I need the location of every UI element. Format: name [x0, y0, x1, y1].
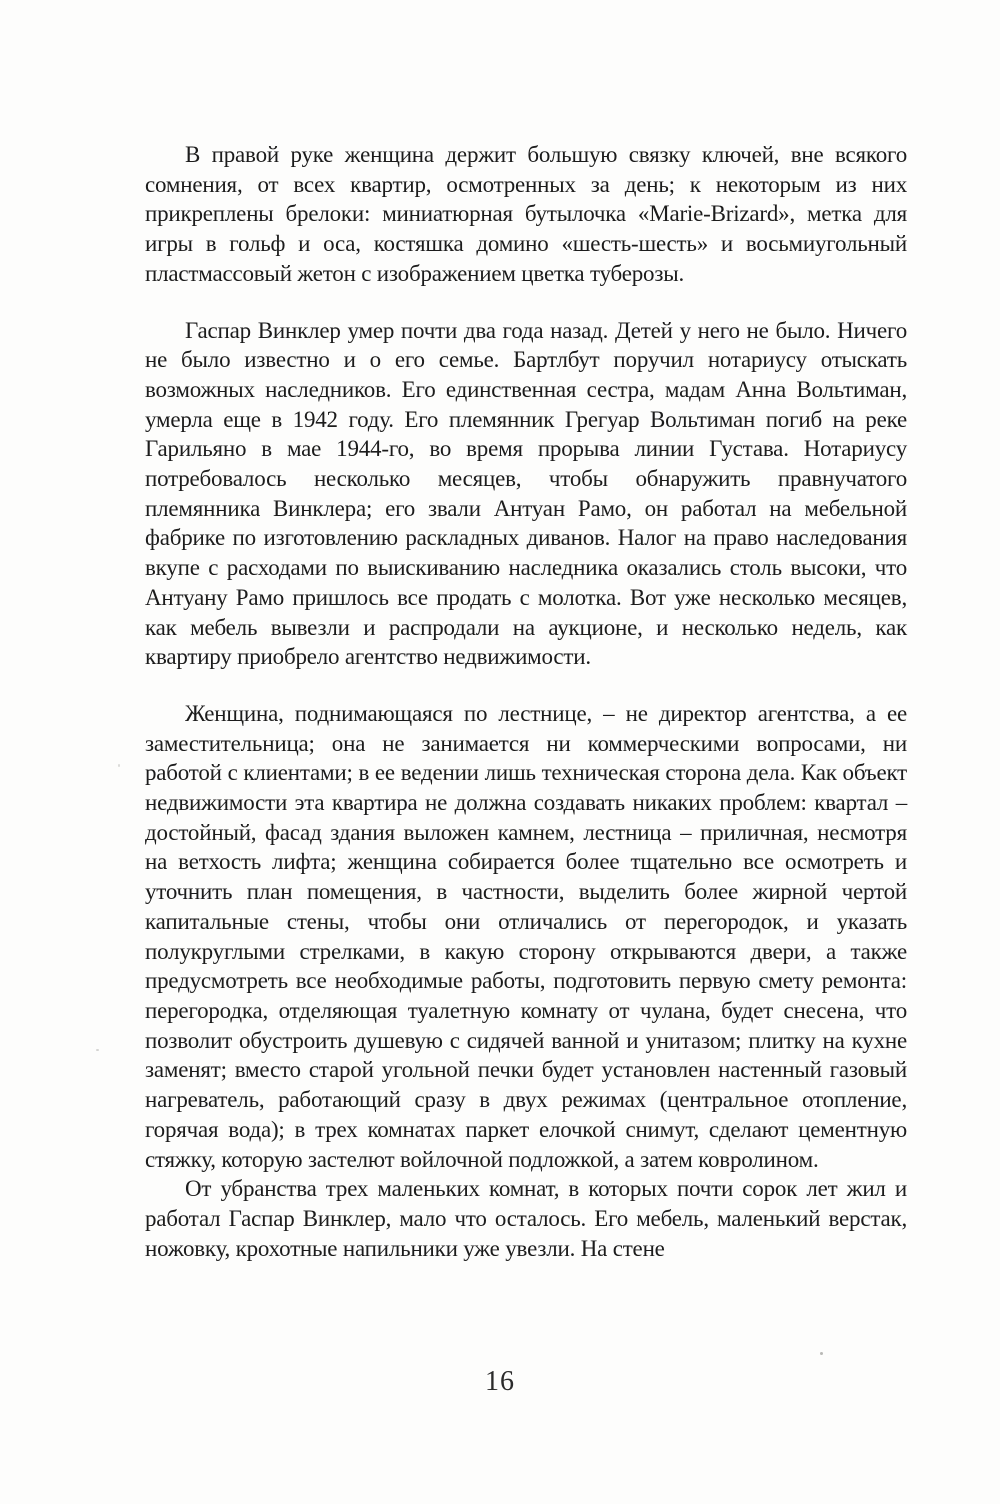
page-text-block — [145, 140, 907, 1263]
scan-speck — [96, 1049, 99, 1051]
paragraph-agency-woman: Женщина, поднимающаяся по лестнице, – не директор агентства, а ее заместительница; она не занимается ни коммерческими вопросами, ни работой с клиентами; в ее ведении лишь техническая сторона дела. Как объект недвижимости эта квартира не должна создавать никаких проблем: квартал – достойный, фасад здания выложен камнем, лестница – приличная, несмотря на ветхость лифта; женщина собирается более тщательно все осмотреть и уточнить план помещения, в частности, выделить более жирной чертой капитальные стены, чтобы они отличались от перегородок, и указать полукруглыми стрелками, в какую сторону открываются двери, а также предусмотреть все необходимые работы, подготовить первую смету ремонта: перегородка, отделяющая туалетную комнату от чулана, будет снесена, что позволит обустроить душевую с сидячей ванной и унитазом; плитку на кухне заменят; вместо старой угольной печки будет установлен настенный газовый нагреватель, работающий сразу в двух режимах (центральное отопление, горячая вода); в трех комнатах паркет елочкой снимут, сделают цементную стяжку, которую застелют войлочной подложкой, а затем ковролином. — [145, 700, 907, 1172]
paragraph-winckler-heirs: Гаспар Винклер умер почти два года назад. Детей у него не было. Ничего не было известно и о его семье. Бартлбут поручил нотариусу отыскать возможных наследников. Его единственная сестра, мадам Анна Вольтиман, умерла еще в 1942 году. Его племянник Грегуар Вольтиман погиб на реке Гарильяно в мае 1944-го, во время прорыва линии Густава. Нотариусу потребовалось несколько месяцев, чтобы обнаружить правнучатого племянника Винклера; его звали Антуан Рамо, он работал на мебельной фабрике по изготовлению раскладных диванов. Налог на право наследования вкупе с расходами по выискиванию наследника оказались столь высоки, что Антуану Рамо пришлось все продать с молотка. Вот уже несколько месяцев, как мебель вывезли и распродали на аукционе, и несколько недель, как квартиру приобрело агентство недвижимости. — [145, 317, 907, 670]
scan-speck — [118, 764, 120, 767]
scan-speck — [820, 1352, 823, 1355]
page-number: 16 — [485, 1366, 515, 1397]
paragraph-keys: В правой руке женщина держит большую связку ключей, вне всякого сомнения, от всех квартир, осмотренных за день; к некоторым из них прикреплены брелоки: миниатюрная бутылочка «Marie-Brizard», метка для игры в гольф и оса, костяшка домино «шесть-шесть» и восьмиугольный пластмассовый жетон с изображением цветка туберозы. — [145, 142, 907, 286]
paragraph-three-rooms: От убранства трех маленьких комнат, в которых почти сорок лет жил и работал Гаспар Винклер, мало что осталось. Его мебель, маленький верстак, ножовку, крохотные напильники уже увезли. На стене — [145, 1176, 907, 1261]
